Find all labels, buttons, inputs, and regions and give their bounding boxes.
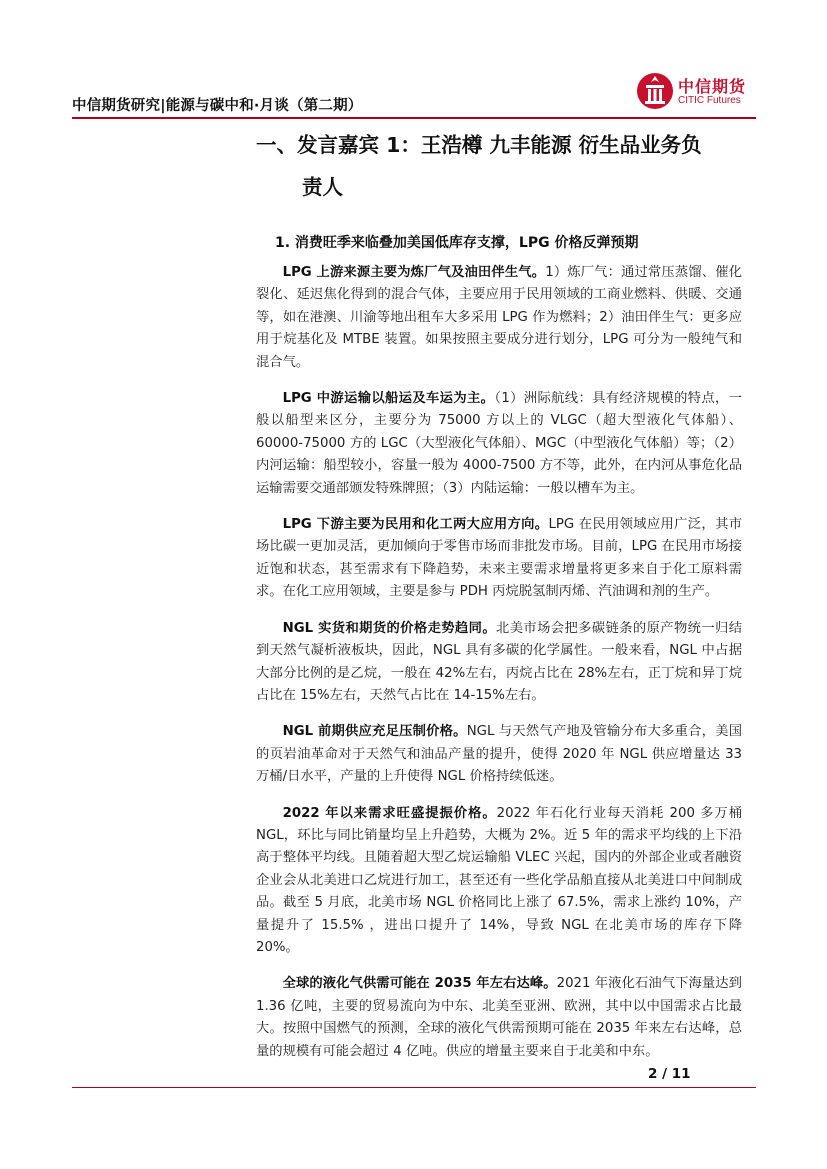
paragraph-body: （1）洲际航线：具有经济规模的特点，一般以船型来区分，主要分为 75000 方以上的 VLGC（超大型液化气体船）、60000-75000 方的 LGC（大型液化气体船）、MGC（中型液化气体船）等；（2）内河运输：船型较小，容量一般为 4000-7500 方不等，此外，在内河从事危化品运输需要交通部颁发特殊牌照；（3）内陆运输：一般以槽车为主。 — [256, 391, 743, 496]
paragraph-body: 北美市场会把多碳链条的原产物统一归结到天然气凝析液板块，因此，NGL 具有多碳的化学属性。一般来看，NGL 中占据大部分比例的是乙烷，一般在 42%左右，丙烷占比在 28%左右，正丁烷和异丁烷占比在 15%左右，天然气占比在 14-15%左右。 — [256, 620, 742, 703]
paragraph-lead: NGL 前期供应充足压制价格。 — [282, 724, 467, 740]
subsection-title: 1. 消费旺季来临叠加美国低库存支撑，LPG 价格反弹预期 — [275, 235, 639, 251]
paragraph-body: 2021 年液化石油气下海量达到 1.36 亿吨，主要的贸易流向为中东、北美至亚洲、欧洲，其中以中国需求占比最大。按照中国燃气的预测，全球的液化气供需预期可能在 2035 年来左右达峰，总量的规模有可能会超过 4 亿吨。供应的增量主要来自于北美和中东。 — [256, 976, 742, 1059]
paragraph-lpg-upstream — [256, 262, 742, 374]
paragraph-lead: LPG 中游运输以船运及车运为主。 — [282, 391, 495, 407]
paragraph-global-lpg-peak — [256, 973, 742, 1063]
logo-english-text: CITIC Futures — [678, 95, 741, 106]
paragraph-lpg-downstream — [256, 514, 742, 604]
section-title-line-2: 责人 — [302, 175, 343, 199]
paragraph-lpg-midstream — [256, 388, 742, 500]
footer-divider — [72, 1087, 756, 1088]
paragraph-lead: LPG 下游主要为民用和化工两大应用方向。 — [282, 517, 549, 533]
paragraph-body: LPG 在民用领域应用广泛，其市场比碳一更加灵活，更加倾向于零售市场而非批发市场。目前，LPG 在民用市场接近饱和状态，甚至需求有下降趋势，未来主要需求增量将更多来自于化工原料需求。在化工应用领域，主要是参与 PDH 丙烷脱氢制丙烯、汽油调和剂的生产。 — [256, 517, 742, 600]
paragraph-ngl-price-trend — [256, 618, 742, 708]
body-content — [256, 262, 742, 1077]
paragraph-lead: NGL 实货和期货的价格走势趋同。 — [282, 620, 497, 636]
header-divider — [72, 117, 756, 119]
citic-logo-icon — [636, 72, 674, 110]
paragraph-2022-demand — [256, 803, 742, 960]
paragraph-body: 2022 年石化行业每天消耗 200 多万桶 NGL，环比与同比销量均呈上升趋势，大概为 2%。近 5 年的需求平均线的上下沿高于整体平均线。且随着超大型乙烷运输船 VLEC 兴起，国内的外部企业或者融资企业会从北美进口乙烷进行加工，甚至还有一些化学品船直接从北美进口中间制成品。截至 5 月底，北美市场 NGL 价格同比上涨了 67.5%，需求上涨约 10%，产量提升了 15.5% ，进出口提升了 14%，导致 NGL 在北美市场的库存下降 20%。 — [256, 805, 742, 955]
section-title — [256, 124, 746, 208]
paragraph-body: NGL 与天然气产地及管输分布大多重合，美国的页岩油革命对于天然气和油品产量的提升，使得 2020 年 NGL 供应增量达 33 万桶/日水平，产量的上升使得 NGL 价格持续低迷。 — [256, 724, 742, 785]
citic-futures-logo — [636, 72, 756, 112]
paragraph-body: 1）炼厂气：通过常压蒸馏、催化裂化、延迟焦化得到的混合气体，主要应用于民用领域的工商业燃料、供暖、交通等，如在港澳、川渝等地出租车大多采用 LPG 作为燃料；2）油田伴生气：更多应用于烷基化及 MTBE 装置。如果按照主要成分进行划分，LPG 可分为一般纯气和混合气。 — [256, 265, 742, 370]
paragraph-lead: LPG 上游来源主要为炼厂气及油田伴生气。 — [282, 265, 546, 280]
paragraph-ngl-supply — [256, 721, 742, 788]
page-number: 2 / 11 — [648, 1066, 691, 1082]
report-header-title: 中信期货研究|能源与碳中和·月谈（第二期） — [72, 98, 363, 114]
paragraph-lead: 2022 年以来需求旺盛提振价格。 — [282, 805, 497, 821]
logo-chinese-text: 中信期货 — [678, 77, 747, 96]
section-title-line-1: 一、发言嘉宾 1：王浩樽 九丰能源 衍生品业务负 — [256, 133, 702, 157]
paragraph-lead: 全球的液化气供需可能在 2035 年左右达峰。 — [282, 976, 557, 992]
